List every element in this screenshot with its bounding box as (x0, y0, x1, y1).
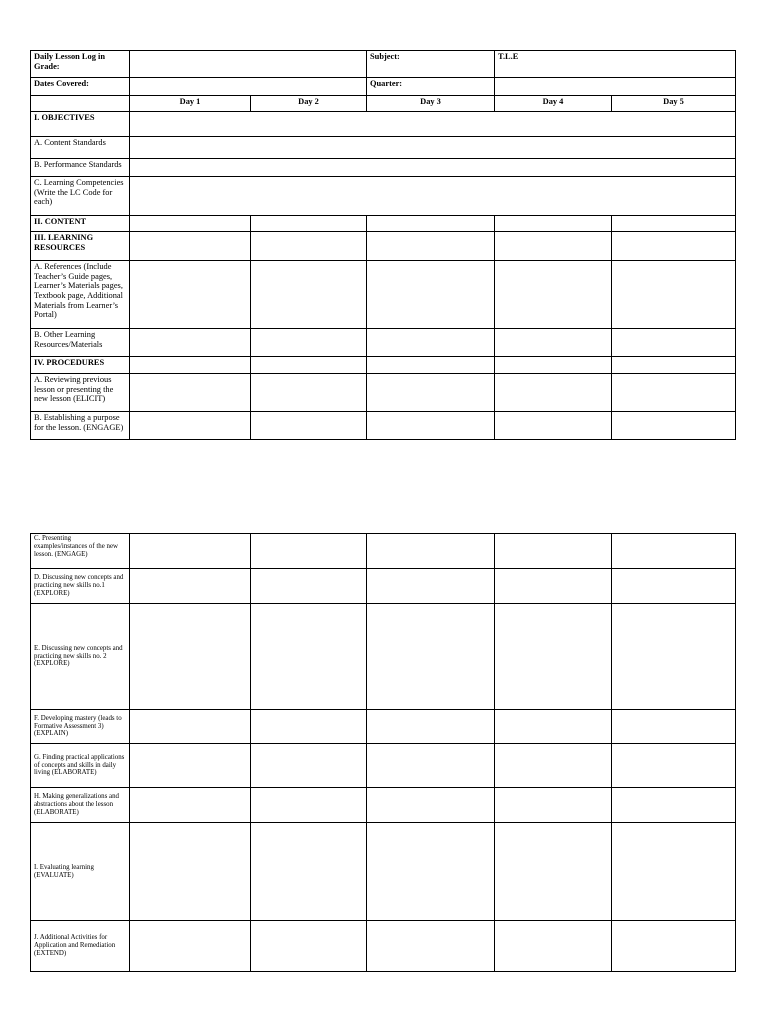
procedure-c-label: C. Presenting examples/instances of the new lesson. (ENGAGE) (31, 534, 130, 569)
day-4-header: Day 4 (495, 96, 612, 112)
day-cell[interactable] (612, 710, 736, 744)
performance-standards-label: B. Performance Standards (31, 159, 130, 177)
day-cell[interactable] (367, 329, 495, 357)
day-cell[interactable] (495, 216, 612, 232)
day-cell[interactable] (251, 374, 367, 412)
day-cell[interactable] (251, 823, 367, 921)
procedure-f-label: F. Developing mastery (leads to Formative Assessment 3) (EXPLAIN) (31, 710, 130, 744)
objectives-cell[interactable] (130, 112, 736, 137)
day-cell[interactable] (251, 357, 367, 374)
procedure-a-label: A. Reviewing previous lesson or presenting the new lesson (ELICIT) (31, 374, 130, 412)
procedure-e-label: E. Discussing new concepts and practicing new skills no. 2 (EXPLORE) (31, 604, 130, 710)
day-2-header: Day 2 (251, 96, 367, 112)
lesson-log-table-page-1 (30, 50, 736, 440)
day-cell[interactable] (612, 604, 736, 710)
day-cell[interactable] (130, 329, 251, 357)
procedure-i-label: I. Evaluating learning (EVALUATE) (31, 823, 130, 921)
performance-standards-cell[interactable] (130, 159, 736, 177)
subject-value[interactable]: T.L.E (495, 51, 736, 78)
day-cell[interactable] (251, 744, 367, 788)
content-standards-label: A. Content Standards (31, 137, 130, 159)
day-cell[interactable] (130, 261, 251, 329)
day-cell[interactable] (495, 357, 612, 374)
content-heading: II. CONTENT (31, 216, 130, 232)
day-cell[interactable] (495, 710, 612, 744)
day-cell[interactable] (612, 412, 736, 440)
procedure-b-label: B. Establishing a purpose for the lesson. (ENGAGE) (31, 412, 130, 440)
day-cell[interactable] (495, 232, 612, 261)
day-cell[interactable] (367, 261, 495, 329)
quarter-label: Quarter: (367, 78, 495, 96)
day-cell[interactable] (495, 569, 612, 604)
procedure-h-label: H. Making generalizations and abstractions about the lesson (ELABORATE) (31, 788, 130, 823)
day-cell[interactable] (367, 534, 495, 569)
day-cell[interactable] (612, 921, 736, 972)
day-cell[interactable] (130, 534, 251, 569)
day-cell[interactable] (495, 374, 612, 412)
grade-label: Daily Lesson Log in Grade: (31, 51, 130, 78)
day-cell[interactable] (367, 412, 495, 440)
day-cell[interactable] (251, 216, 367, 232)
dates-covered-label: Dates Covered: (31, 78, 130, 96)
day-1-header: Day 1 (130, 96, 251, 112)
day-cell[interactable] (495, 604, 612, 710)
day-cell[interactable] (130, 374, 251, 412)
day-cell[interactable] (612, 232, 736, 261)
objectives-heading: I. OBJECTIVES (31, 112, 130, 137)
day-cell[interactable] (251, 710, 367, 744)
day-cell[interactable] (367, 374, 495, 412)
day-cell[interactable] (130, 412, 251, 440)
day-cell[interactable] (251, 412, 367, 440)
day-5-header: Day 5 (612, 96, 736, 112)
quarter-value-cell[interactable] (495, 78, 736, 96)
day-header-blank (31, 96, 130, 112)
day-cell[interactable] (612, 788, 736, 823)
subject-label: Subject: (367, 51, 495, 78)
day-cell[interactable] (612, 534, 736, 569)
procedures-heading: IV. PROCEDURES (31, 357, 130, 374)
day-cell[interactable] (251, 329, 367, 357)
day-cell[interactable] (495, 921, 612, 972)
day-cell[interactable] (495, 261, 612, 329)
learning-competencies-cell[interactable] (130, 177, 736, 216)
day-cell[interactable] (367, 604, 495, 710)
lesson-log-table-page-2 (30, 533, 736, 972)
day-cell[interactable] (612, 261, 736, 329)
day-cell[interactable] (367, 710, 495, 744)
day-cell[interactable] (367, 788, 495, 823)
day-cell[interactable] (130, 604, 251, 710)
grade-value-cell[interactable] (130, 51, 367, 78)
day-cell[interactable] (495, 823, 612, 921)
day-cell[interactable] (130, 823, 251, 921)
other-resources-label: B. Other Learning Resources/Materials (31, 329, 130, 357)
day-cell[interactable] (251, 604, 367, 710)
day-cell[interactable] (367, 357, 495, 374)
day-cell[interactable] (130, 569, 251, 604)
day-cell[interactable] (130, 216, 251, 232)
day-cell[interactable] (130, 357, 251, 374)
day-cell[interactable] (251, 921, 367, 972)
day-cell[interactable] (612, 823, 736, 921)
day-cell[interactable] (130, 744, 251, 788)
day-cell[interactable] (495, 534, 612, 569)
day-cell[interactable] (367, 232, 495, 261)
day-cell[interactable] (612, 374, 736, 412)
day-cell[interactable] (367, 823, 495, 921)
day-cell[interactable] (612, 216, 736, 232)
day-cell[interactable] (495, 412, 612, 440)
procedure-j-label: J. Additional Activities for Application and Remediation (EXTEND) (31, 921, 130, 972)
day-cell[interactable] (612, 357, 736, 374)
procedure-g-label: G. Finding practical applications of concepts and skills in daily living (ELABORATE) (31, 744, 130, 788)
day-cell[interactable] (251, 569, 367, 604)
day-cell[interactable] (130, 232, 251, 261)
day-cell[interactable] (612, 744, 736, 788)
day-cell[interactable] (251, 232, 367, 261)
day-cell[interactable] (130, 921, 251, 972)
day-cell[interactable] (495, 744, 612, 788)
day-cell[interactable] (251, 788, 367, 823)
day-cell[interactable] (367, 744, 495, 788)
day-cell[interactable] (130, 788, 251, 823)
day-cell[interactable] (495, 329, 612, 357)
content-standards-cell[interactable] (130, 137, 736, 159)
day-cell[interactable] (130, 710, 251, 744)
day-cell[interactable] (612, 569, 736, 604)
procedure-d-label: D. Discussing new concepts and practicing new skills no.1 (EXPLORE) (31, 569, 130, 604)
learning-resources-heading: III. LEARNING RESOURCES (31, 232, 130, 261)
day-cell[interactable] (367, 921, 495, 972)
day-cell[interactable] (367, 569, 495, 604)
day-cell[interactable] (251, 534, 367, 569)
day-3-header: Day 3 (367, 96, 495, 112)
day-cell[interactable] (251, 261, 367, 329)
dates-covered-value-cell[interactable] (130, 78, 367, 96)
references-label: A. References (Include Teacher’s Guide pages, Learner’s Materials pages, Textbook page, Additional Materials from Learner’s Portal) (31, 261, 130, 329)
day-cell[interactable] (367, 216, 495, 232)
learning-competencies-label: C. Learning Competencies (Write the LC Code for each) (31, 177, 130, 216)
day-cell[interactable] (612, 329, 736, 357)
day-cell[interactable] (495, 788, 612, 823)
